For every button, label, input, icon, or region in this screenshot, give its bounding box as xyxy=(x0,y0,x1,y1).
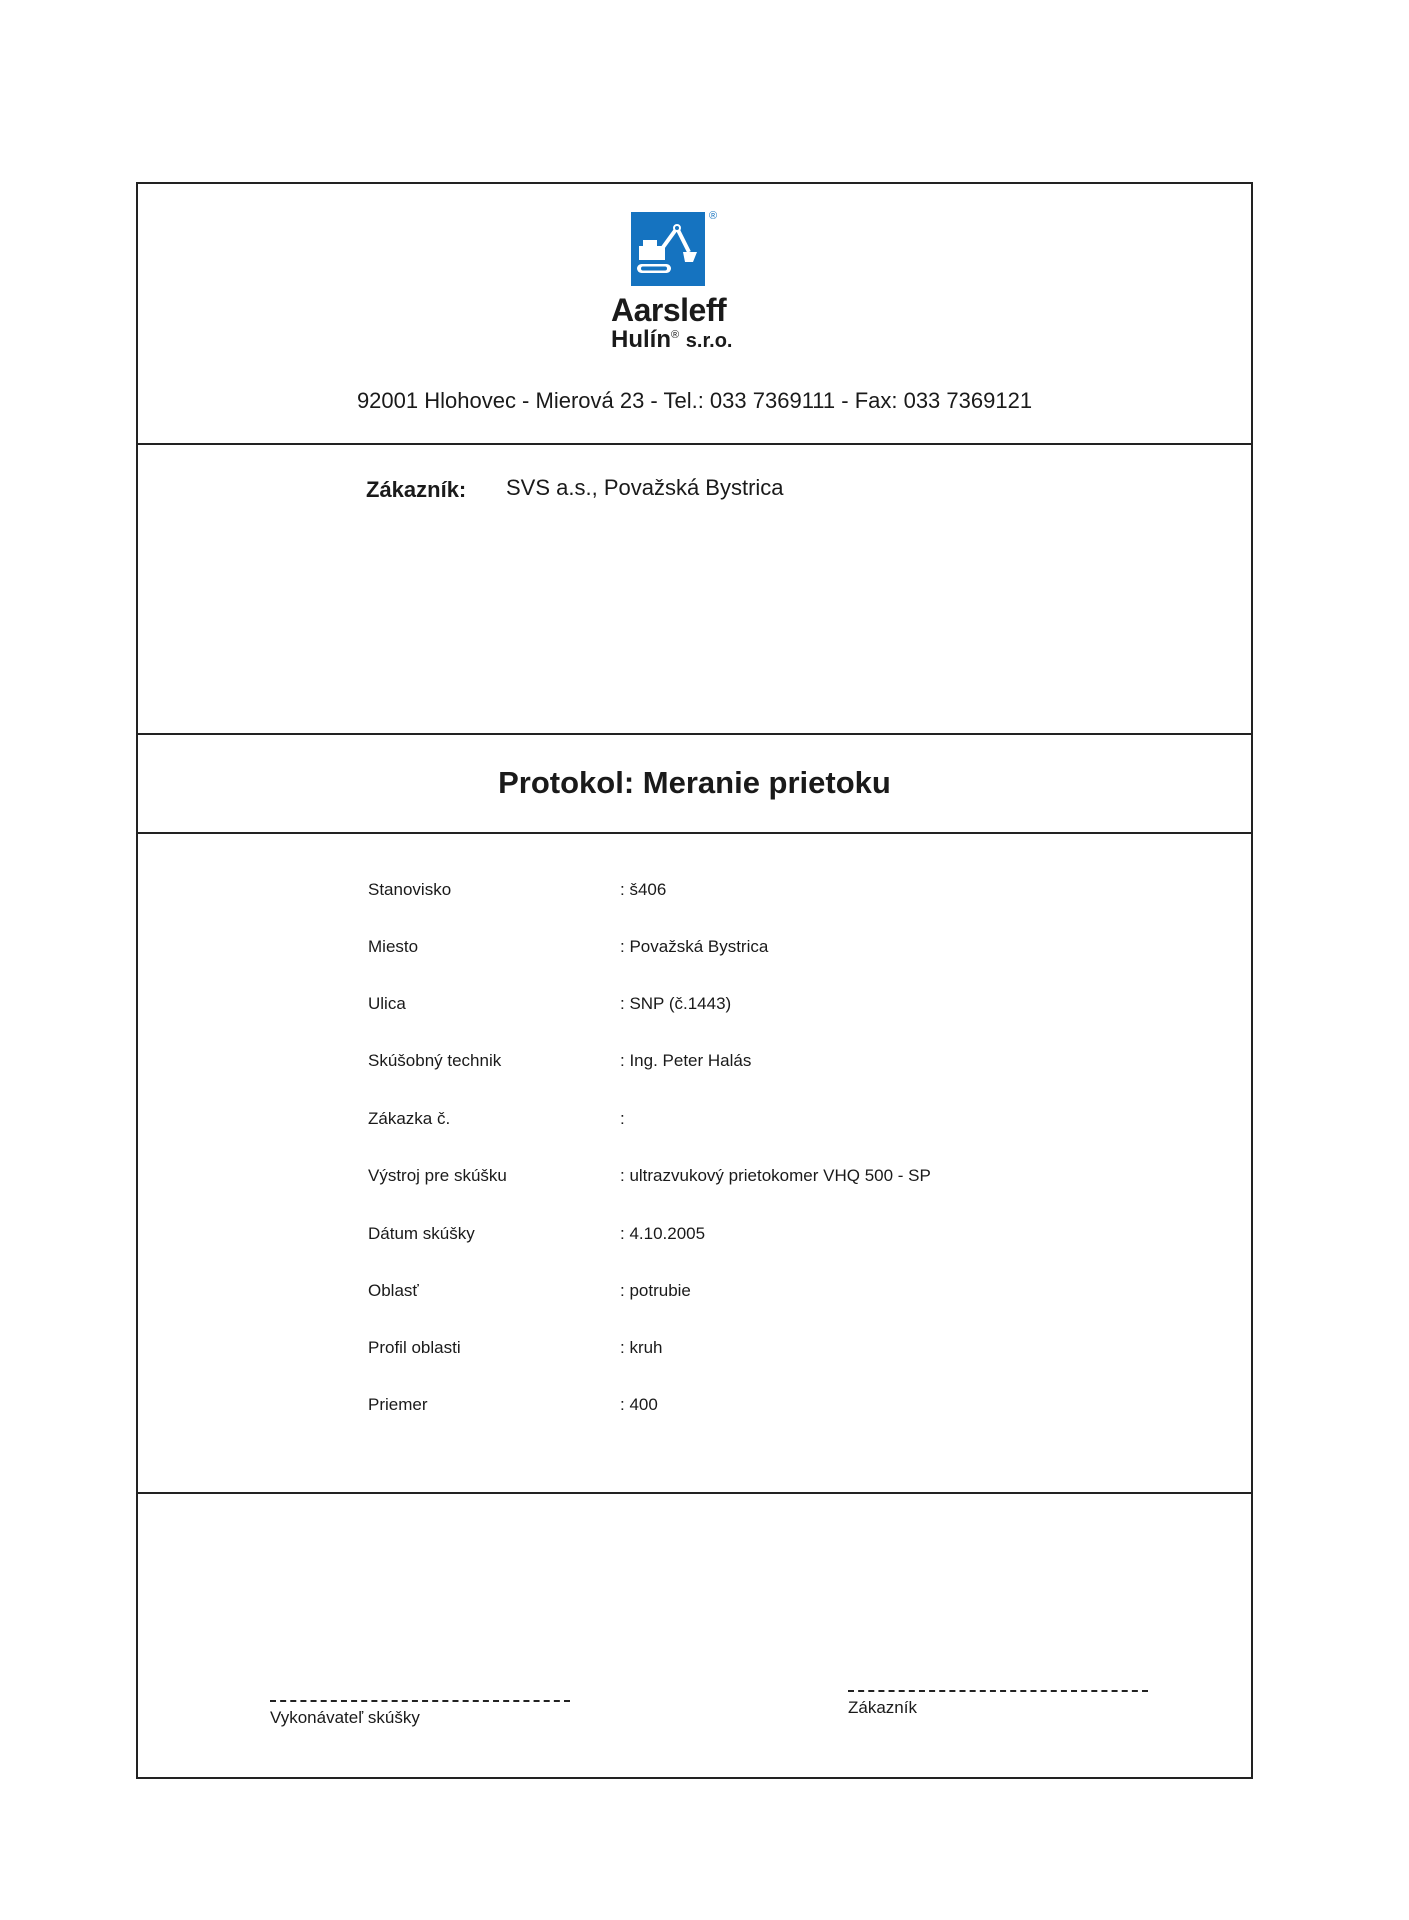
detail-value: : kruh xyxy=(620,1338,663,1357)
signature-line xyxy=(848,1690,1148,1692)
detail-row xyxy=(138,1338,1251,1368)
detail-label: Dátum skúšky xyxy=(368,1224,475,1243)
detail-row xyxy=(138,937,1251,967)
company-sub-reg: ® xyxy=(671,329,680,341)
detail-row xyxy=(138,1166,1251,1196)
detail-value: : potrubie xyxy=(620,1281,691,1300)
header-section xyxy=(138,184,1251,445)
customer-label: Zákazník: xyxy=(366,477,467,502)
detail-row xyxy=(138,994,1251,1024)
excavator-icon xyxy=(631,212,705,286)
company-sub-name-text: Hulín xyxy=(611,326,671,353)
detail-label: Priemer xyxy=(368,1395,428,1414)
company-address: 92001 Hlohovec - Mierová 23 - Tel.: 033 7369111 - Fax: 033 7369121 xyxy=(356,388,1033,413)
detail-value: : ultrazvukový prietokomer VHQ 500 - SP xyxy=(620,1166,931,1185)
signature-section xyxy=(138,1494,1251,1777)
company-name: Aarsleff xyxy=(611,292,727,328)
detail-label: Miesto xyxy=(368,937,419,956)
detail-value: : 400 xyxy=(620,1395,658,1414)
title-section xyxy=(138,735,1251,834)
company-suffix: s.r.o. xyxy=(685,330,733,352)
detail-label: Zákazka č. xyxy=(368,1109,451,1128)
registered-mark: ® xyxy=(709,210,718,222)
detail-label: Stanovisko xyxy=(368,880,452,899)
company-logo xyxy=(611,212,771,352)
detail-label: Výstroj pre skúšku xyxy=(368,1166,507,1185)
signature-customer-label: Zákazník xyxy=(848,1698,917,1717)
detail-row xyxy=(138,1224,1251,1254)
signature-performer-label: Vykonávateľ skúšky xyxy=(270,1708,420,1727)
customer-section xyxy=(138,445,1251,735)
detail-label: Oblasť xyxy=(368,1281,419,1300)
detail-label: Profil oblasti xyxy=(368,1338,461,1357)
detail-row xyxy=(138,1109,1251,1139)
detail-row xyxy=(138,1051,1251,1081)
detail-label: Ulica xyxy=(368,994,406,1013)
detail-value: : xyxy=(620,1109,625,1128)
detail-value: : 4.10.2005 xyxy=(620,1224,706,1243)
detail-row xyxy=(138,1395,1251,1425)
detail-row xyxy=(138,1281,1251,1311)
document-title: Protokol: Meranie prietoku xyxy=(498,765,891,800)
protocol-frame xyxy=(136,182,1253,1779)
details-section xyxy=(138,834,1251,1494)
customer-value: SVS a.s., Považská Bystrica xyxy=(506,475,784,500)
detail-label: Skúšobný technik xyxy=(368,1051,502,1070)
signature-line xyxy=(270,1700,570,1702)
detail-value: : SNP (č.1443) xyxy=(620,994,732,1013)
company-sub-name xyxy=(611,326,732,354)
detail-value: : Považská Bystrica xyxy=(620,937,769,956)
detail-row xyxy=(138,880,1251,910)
detail-value: : š406 xyxy=(620,880,667,899)
detail-value: : Ing. Peter Halás xyxy=(620,1051,752,1070)
